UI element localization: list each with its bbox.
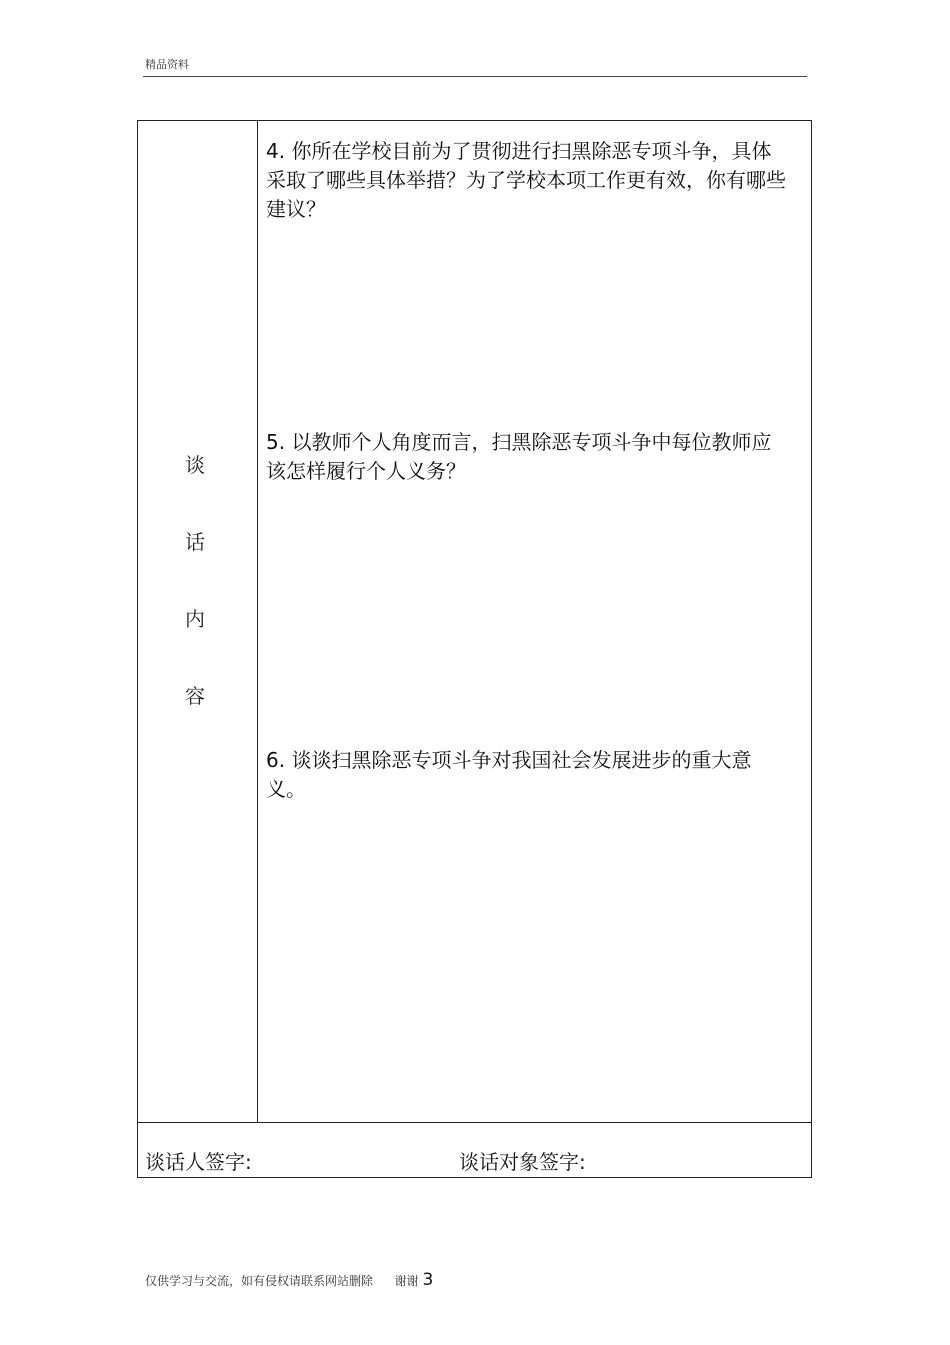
question-4: 4. 你所在学校目前为了贯彻进行扫黑除恶专项斗争，具体采取了哪些具体举措？为了学校本项工作更有效，你有哪些建议？ — [266, 139, 786, 221]
interviewee-signature-label: 谈话对象签字: — [459, 1150, 586, 1174]
side-label-char-2: 话 — [185, 530, 205, 554]
footer — [145, 1270, 433, 1290]
page-number: 3 — [422, 1270, 434, 1290]
header-rule — [143, 76, 807, 77]
side-label-char-1: 谈 — [185, 453, 205, 477]
question-6: 6. 谈谈扫黑除恶专项斗争对我国社会发展进步的重大意义。 — [266, 748, 752, 801]
footer-thanks: 谢谢 — [394, 1274, 419, 1288]
signature-row-divider — [137, 1122, 812, 1123]
interviewer-signature-label: 谈话人签字: — [145, 1150, 252, 1174]
footer-note: 仅供学习与交流，如有侵权请联系网站删除 — [145, 1274, 374, 1288]
header-label: 精品资料 — [145, 58, 189, 71]
interview-table — [137, 120, 812, 1178]
side-label-char-3: 内 — [185, 607, 205, 631]
question-5: 5. 以教师个人角度而言，扫黑除恶专项斗争中每位教师应该怎样履行个人义务？ — [266, 430, 772, 483]
side-label-char-4: 容 — [185, 684, 205, 708]
column-divider — [257, 120, 258, 1122]
